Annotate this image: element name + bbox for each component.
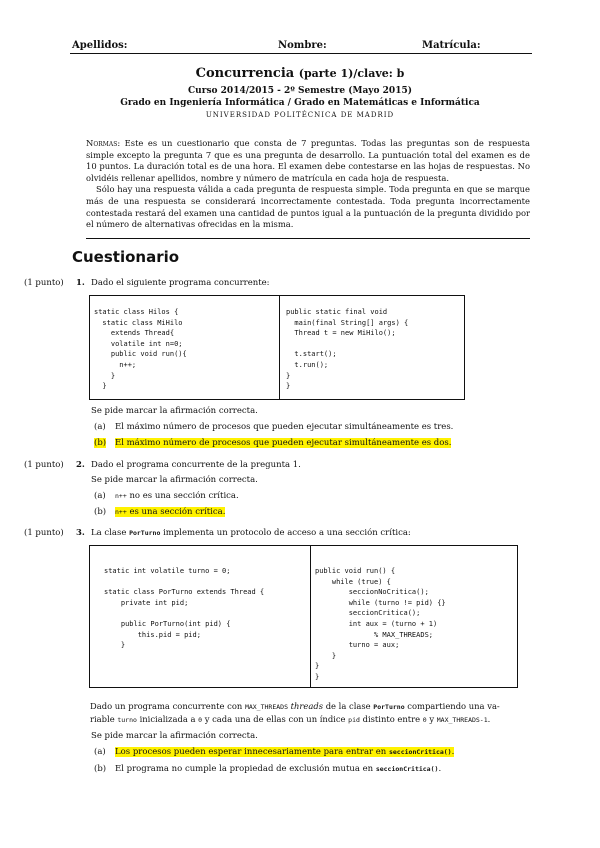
q1-option-a-text: El máximo número de procesos que pueden ejecutar simultáneamente es tres.	[115, 422, 454, 432]
q2-option-b-code: n++	[115, 508, 127, 516]
normas-label: Normas	[86, 138, 118, 148]
q3-option-a-text: Los procesos pueden esperar innecesariamente para entrar en	[115, 747, 389, 757]
q2-option-a	[115, 491, 239, 501]
q2-option-a-label[interactable]: (a)	[94, 491, 106, 501]
q2-option-b-text: es una sección crítica.	[126, 507, 226, 517]
q1-text: Dado el siguiente programa concurrente:	[91, 278, 270, 288]
q3-class-name: PorTurno	[129, 529, 161, 537]
normas-text-2: Sólo hay una respuesta válida a cada pregunta de respuesta simple. Toda pregunta en que se marque más de una respuesta se considerará incorrectamente contestada. Toda pregunta incorrectamente contestada restará del examen una cantidad de puntos igual a la puntuación de la pregunta dividido por el número de alternativas ofrecidas en la misma.	[86, 184, 531, 230]
q3-option-a-code: seccionCritica()	[388, 748, 452, 756]
q2-text: Dado el programa concurrente de la pregunta 1.	[91, 460, 301, 470]
q1-option-b-text: El máximo número de procesos que pueden ejecutar simultáneamente es dos.	[115, 438, 452, 448]
q3-option-a-label[interactable]: (a)	[94, 747, 106, 757]
q3-paragraph: Dado un programa concurrente con MAX_THREADS threads de la clase PorTurno compartiendo una va- riable turno inicializada a 0 y cada una de ellas con un índice pid distinto entre 0 y MAX_THREADS-1.	[90, 701, 500, 725]
q1-option-b-label[interactable]: (b)	[94, 438, 107, 448]
course-line: Curso 2014/2015 - 2º Semestre (Mayo 2015)	[188, 86, 412, 96]
q3-code-left: static int volatile turno = 0; static class PorTurno extends Thread { private int pid; public PorTurno(int pid) { this.pid = pid; }	[104, 567, 265, 650]
q3-option-b: El programa no cumple la propiedad de exclusión mutua en seccionCritica().	[115, 764, 442, 774]
nombre-label: Nombre:	[278, 40, 327, 51]
degree-line: Grado en Ingeniería Informática / Grado en Matemáticas e Informática	[120, 98, 480, 108]
q3-option-b-code: seccionCritica()	[375, 765, 439, 773]
apellidos-label: Apellidos:	[72, 40, 128, 51]
q2-points: (1 punto)	[24, 460, 64, 470]
q3-prompt: Se pide marcar la afirmación correcta.	[91, 731, 258, 741]
normas-text-1: : Este es un cuestionario que consta de 7 preguntas. Todas las preguntas son de respuesta simple excepto la pregunta 7 que es una pregunta de desarrollo. La puntuación total del examen es de 10 puntos. La duración total es de una hora. El examen debe contestarse en las hojas de respuestas. No olvidéis rellenar apellidos, nombre y número de matrícula en cada hoja de respuesta.	[86, 138, 530, 183]
q3-code-right: public void run() { while (true) { seccionNoCritica(); while (turno != pid) {} seccionCritica(); int aux = (turno + 1) % MAX_THREADS; turno = aux; } } }	[315, 567, 446, 681]
q3-option-a: Los procesos pueden esperar innecesariamente para entrar en seccionCritica().	[115, 747, 455, 757]
q2-option-b-label[interactable]: (b)	[94, 507, 107, 517]
q1-option-a-label[interactable]: (a)	[94, 422, 106, 432]
q1-code-left: static class Hilos { static class MiHilo extends Thread{ volatile int n=0; public void run(){ n++; } }	[94, 308, 187, 391]
q1-code-right: public static final void main(final String[] args) { Thread t = new MiHilo(); t.start(); t.run(); } }	[286, 308, 409, 391]
section-title: Cuestionario	[72, 248, 180, 266]
header-rule	[70, 53, 532, 54]
q2-option-b	[115, 507, 225, 517]
q3-option-b-label[interactable]: (b)	[94, 764, 107, 774]
q3-points: (1 punto)	[24, 528, 64, 538]
q1-points: (1 punto)	[24, 278, 64, 288]
q3-text: La clase PorTurno implementa un protocolo de acceso a una sección crítica:	[91, 528, 411, 538]
q2-option-a-code: n++	[115, 492, 127, 500]
q1-code-divider	[279, 295, 280, 399]
q1-number: 1.	[76, 278, 85, 288]
q2-prompt: Se pide marcar la afirmación correcta.	[91, 475, 258, 485]
q3-code-divider	[310, 545, 311, 687]
q1-prompt: Se pide marcar la afirmación correcta.	[91, 406, 258, 416]
university-line: UNIVERSIDAD POLITÉCNICA DE MADRID	[205, 111, 395, 119]
q2-option-a-text: no es una sección crítica.	[126, 491, 239, 501]
page-title: Concurrencia (parte 1)/clave: b	[195, 66, 405, 81]
q3-number: 3.	[76, 528, 85, 538]
matricula-label: Matrícula:	[422, 40, 481, 51]
normas-rule	[86, 238, 530, 239]
normas-block	[86, 138, 530, 231]
q2-number: 2.	[76, 460, 85, 470]
q3-option-b-text: El programa no cumple la propiedad de exclusión mutua en	[115, 764, 376, 774]
